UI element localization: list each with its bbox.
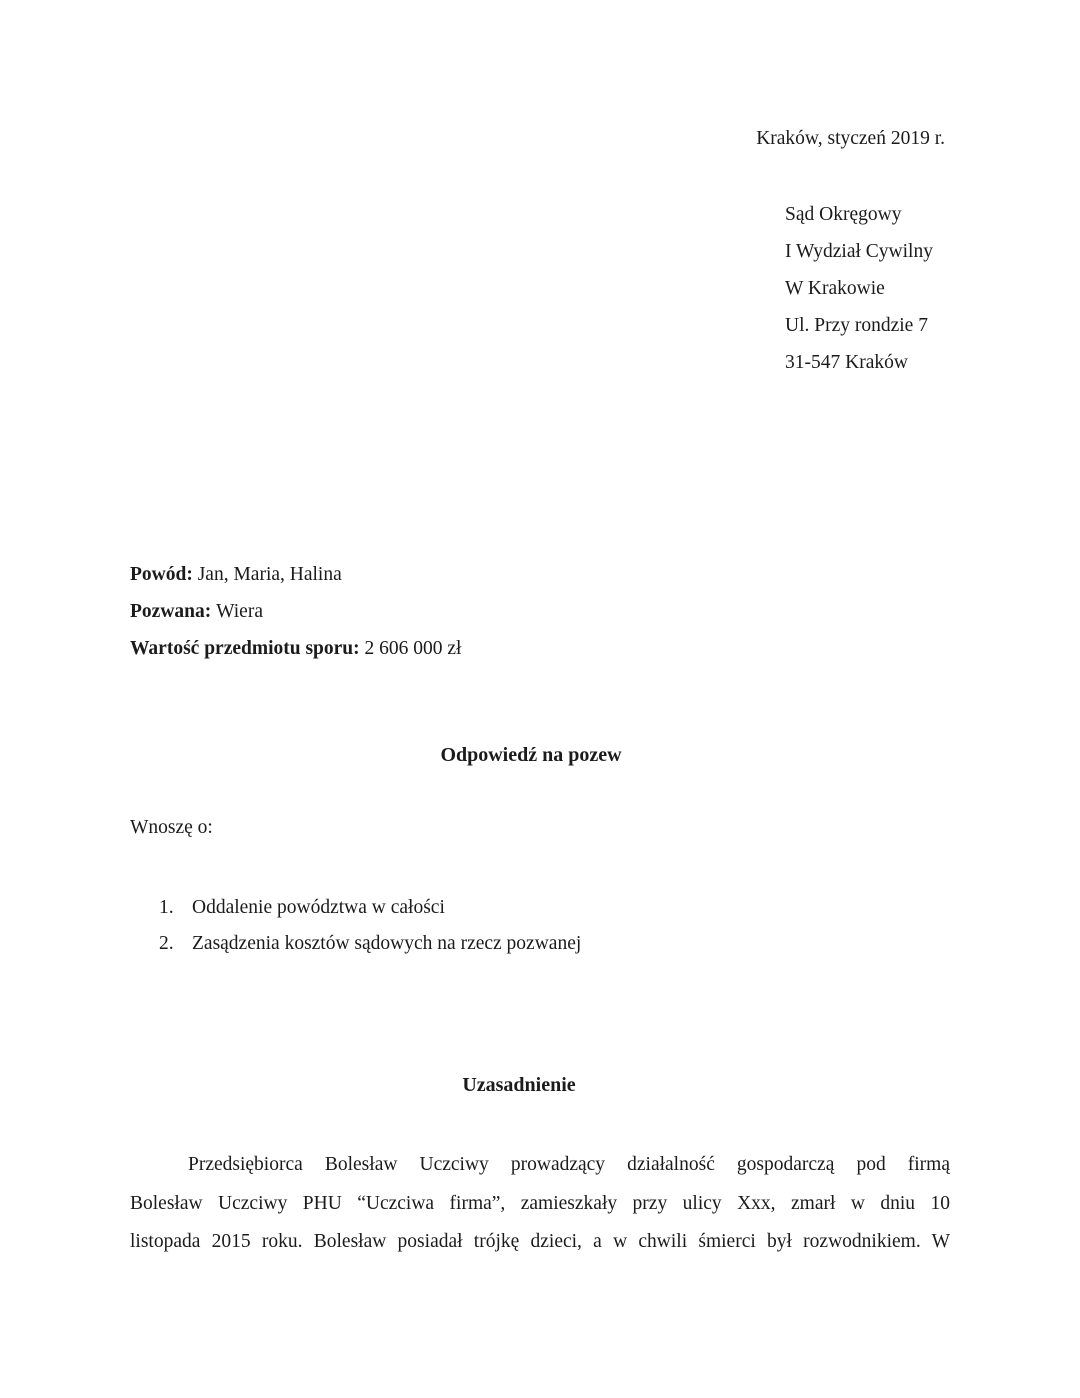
request-item-1 xyxy=(159,890,581,926)
paragraph-line: Przedsiębiorca Bolesław Uczciwy prowadzący działalność gospodarczą pod firmą xyxy=(188,1154,950,1175)
request-number-1: 1. xyxy=(159,897,174,918)
defendant-value: Wiera xyxy=(216,601,263,622)
dispute-value-amount: 2 606 000 zł xyxy=(364,638,462,659)
request-item-2 xyxy=(159,926,581,962)
dispute-value-row xyxy=(130,630,461,667)
recipient-address-block xyxy=(785,196,933,381)
plaintiff-value: Jan, Maria, Halina xyxy=(197,564,342,585)
request-number-2: 2. xyxy=(159,933,174,954)
plaintiff-label: Powód: xyxy=(130,564,198,585)
requests-list xyxy=(159,890,581,962)
defendant-label: Pozwana: xyxy=(130,601,217,622)
plaintiff-row xyxy=(130,556,461,593)
recipient-city: W Krakowie xyxy=(785,278,885,299)
defendant-row xyxy=(130,593,461,630)
petition-intro: Wnoszę o: xyxy=(130,817,213,838)
paragraph-line: listopada 2015 roku. Bolesław posiadał trójkę dzieci, a w chwili śmierci był rozwodnikiem. W xyxy=(130,1231,950,1252)
paragraph-line: Bolesław Uczciwy PHU “Uczciwa firma”, zamieszkały przy ulicy Xxx, zmarł w dniu 10 xyxy=(130,1192,950,1214)
dispute-value-label: Wartość przedmiotu sporu: xyxy=(130,638,365,659)
recipient-court-name: Sąd Okręgowy xyxy=(785,204,902,225)
justification-heading: Uzasadnienie xyxy=(462,1074,576,1096)
parties-block xyxy=(130,556,461,667)
recipient-street: Ul. Przy rondzie 7 xyxy=(785,315,928,336)
document-date: Kraków, styczeń 2019 r. xyxy=(756,128,945,149)
document-title: Odpowiedź na pozew xyxy=(440,744,622,766)
recipient-division: I Wydział Cywilny xyxy=(785,241,933,262)
justification-paragraph xyxy=(130,1146,950,1262)
request-text-2: Zasądzenia kosztów sądowych na rzecz pozwanej xyxy=(192,933,582,954)
recipient-postal-code: 31-547 Kraków xyxy=(785,352,908,373)
request-text-1: Oddalenie powództwa w całości xyxy=(192,897,445,918)
